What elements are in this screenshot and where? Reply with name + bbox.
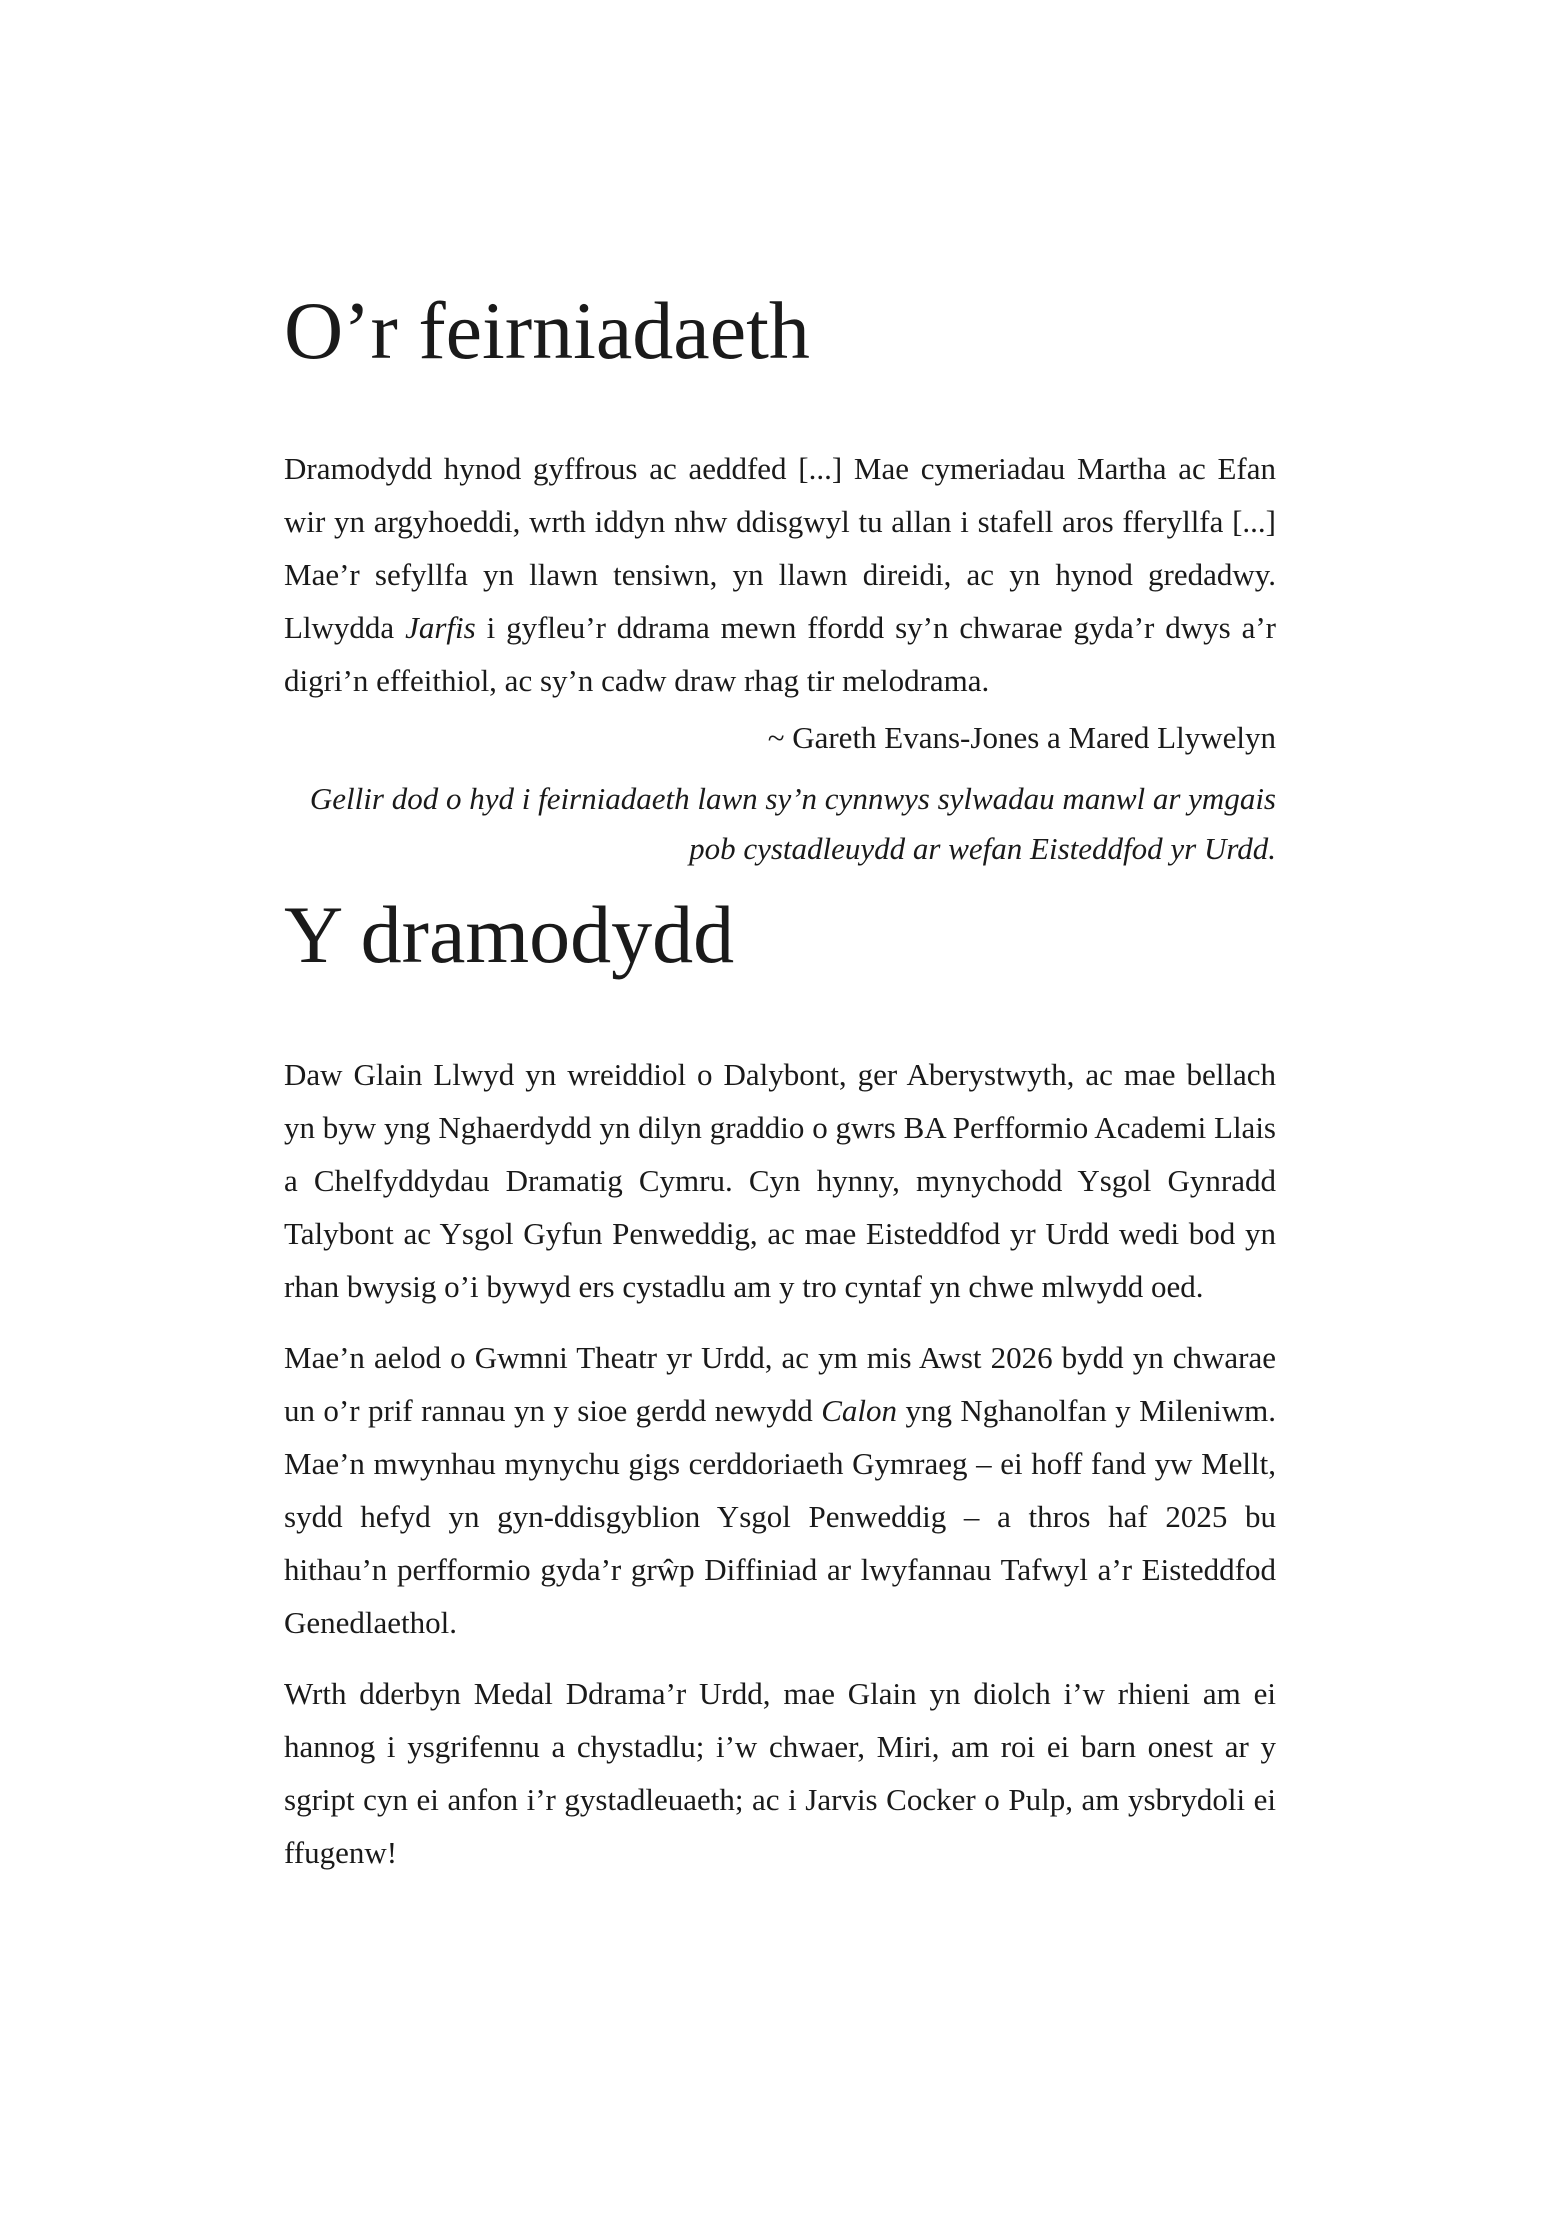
bio-paragraph-2-part1: Mae’n aelod o Gwmni Theatr yr Urdd, ac ym mis Awst 2026 bydd yn chwarae un o’r prif rannau yn y sioe gerdd newydd <box>284 1340 1276 1428</box>
section-heading-feirniadaeth: O’r feirniadaeth <box>284 285 810 376</box>
adjudicators-attribution: ~ Gareth Evans-Jones a Mared Llywelyn <box>767 720 1276 755</box>
quote-text-part2: i gyfleu’r ddrama mewn ffordd sy’n chwarae gyda’r dwys a’r digri’n effeithiol, ac sy’n cadw draw rhag tir melodrama. <box>284 610 1276 698</box>
quote-text-part1: Dramodydd hynod gyffrous ac aeddfed [...] Mae cymeriadau Martha ac Efan wir yn argyhoeddi, wrth iddyn nhw ddisgwyl tu allan i stafell aros fferyllfa [...] Mae’r sefyllfa yn llawn tensiwn, yn llawn direidi, ac yn hynod gredadwy. Llwydda <box>284 451 1276 645</box>
bio-paragraph-1: Daw Glain Llwyd yn wreiddiol o Dalybont, ger Aberystwyth, ac mae bellach yn byw yng Nghaerdydd yn dilyn graddio o gwrs BA Perfformio Academi Llais a Chelfyddydau Dramatig Cymru. Cyn hynny, mynychodd Ysgol Gynradd Talybont ac Ysgol Gyfun Penweddig, ac mae Eisteddfod yr Urdd wedi bod yn rhan bwysig o’i bywyd ers cystadlu am y tro cyntaf yn chwe mlwydd oed. <box>284 1057 1276 1304</box>
bio-italic-show-title: Calon <box>821 1393 898 1428</box>
bio-paragraph-2 <box>284 1331 1276 1649</box>
quote-italic-title: Jarfis <box>405 610 476 645</box>
page-content <box>284 285 1276 1879</box>
bio-paragraph-2-part2: yng Nghanolfan y Mileniwm. Mae’n mwynhau mynychu gigs cerddoriaeth Gymraeg – ei hoff fand yw Mellt, sydd hefyd yn gyn-ddisgyblion Ysgol Penweddig – a thros haf 2025 bu hithau’n perfformio gyda’r grŵp Diffiniad ar lwyfannau Tafwyl a’r Eisteddfod Genedlaethol. <box>284 1393 1276 1640</box>
section-heading-dramodydd: Y dramodydd <box>284 889 735 980</box>
adjudication-quote <box>284 442 1276 707</box>
bio-paragraph-3: Wrth dderbyn Medal Ddrama’r Urdd, mae Glain yn diolch i’w rhieni am ei hannog i ysgrifennu a chystadlu; i’w chwaer, Miri, am roi ei barn onest ar y sgript cyn ei anfon i’r gystadleuaeth; ac i Jarvis Cocker o Pulp, am ysbrydoli ei ffugenw! <box>284 1676 1276 1870</box>
full-adjudication-note: Gellir dod o hyd i feirniadaeth lawn sy’n cynnwys sylwadau manwl ar ymgais pob cystadleuydd ar wefan Eisteddfod yr Urdd. <box>309 781 1276 866</box>
